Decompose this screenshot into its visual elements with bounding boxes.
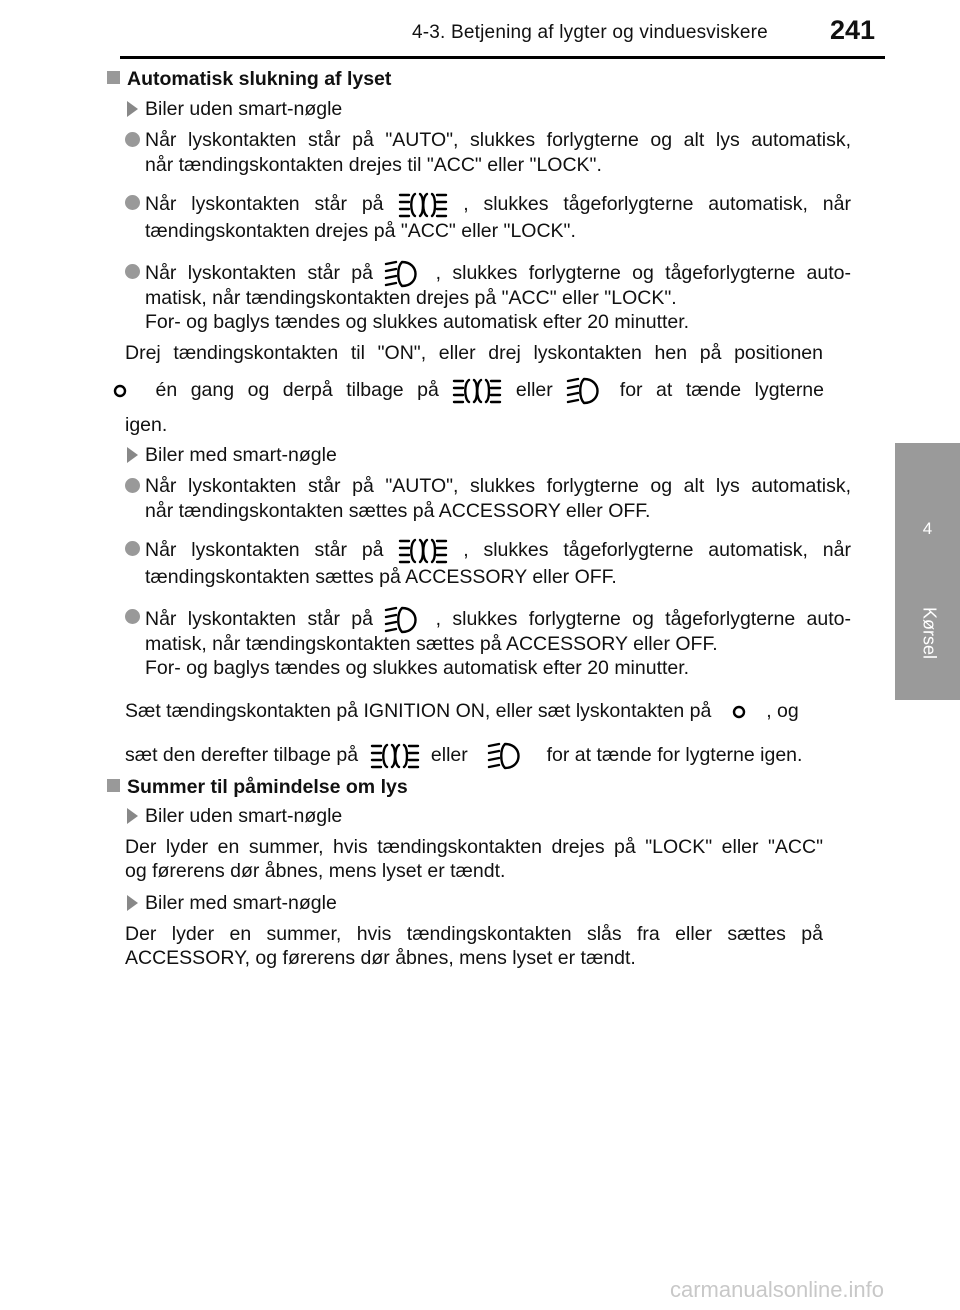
triangle-bullet-icon bbox=[127, 101, 138, 117]
paragraph-line: For- og baglys tændes og slukkes automatisk efter 20 minutter. bbox=[145, 311, 690, 333]
text-fragment: , slukkes forlygterne og tågeforlygterne auto- bbox=[435, 262, 852, 285]
subheading-with-key bbox=[127, 444, 337, 467]
paragraph-line: matisk, når tændingskontakten drejes på "ACC" eller "LOCK". bbox=[145, 287, 677, 309]
paragraph-line bbox=[125, 699, 799, 723]
page-number: 241 bbox=[830, 15, 876, 45]
paragraph-line: Når lyskontakten står på "AUTO", slukkes forlygterne og alt lys automatisk, bbox=[145, 475, 851, 497]
text-fragment: Når lyskontakten står på bbox=[145, 539, 384, 562]
text-fragment: Når lyskontakten står på bbox=[145, 262, 373, 285]
chapter-label: Kørsel bbox=[919, 606, 940, 660]
section-heading-reminder bbox=[107, 776, 408, 799]
headlight-icon bbox=[384, 605, 424, 635]
paragraph-line: Drej tændingskontakten til "ON", eller drej lyskontakten hen på positionen bbox=[125, 342, 823, 364]
paragraph-line: matisk, når tændingskontakten sættes på ACCESSORY eller OFF. bbox=[145, 633, 718, 655]
paragraph-line: når tændingskontakten sættes på ACCESSORY eller OFF. bbox=[145, 500, 651, 522]
subheading-with-key bbox=[127, 892, 337, 915]
paragraph-line: tændingskontakten drejes på "ACC" eller "LOCK". bbox=[145, 220, 576, 242]
text-fragment: for at tænde lygterne bbox=[619, 379, 824, 402]
subheading-without-key bbox=[127, 805, 342, 828]
square-bullet-icon bbox=[107, 779, 120, 792]
paragraph-line: Der lyder en summer, hvis tændingskontakten drejes på "LOCK" eller "ACC" bbox=[125, 836, 823, 858]
chapter-label-box bbox=[914, 593, 944, 673]
paragraph-line bbox=[145, 259, 851, 289]
subheading-text: Biler med smart-nøgle bbox=[145, 444, 337, 466]
light-off-icon bbox=[112, 383, 128, 399]
paragraph-line: og førerens dør åbnes, mens lyset er tændt. bbox=[125, 860, 506, 882]
tail-light-icon bbox=[398, 537, 448, 565]
paragraph-line: Når lyskontakten står på "AUTO", slukkes forlygterne og alt lys automatisk, bbox=[145, 129, 851, 151]
paragraph-line: For- og baglys tændes og slukkes automatisk efter 20 minutter. bbox=[145, 657, 690, 679]
round-bullet-icon bbox=[125, 541, 140, 556]
chapter-tab bbox=[895, 443, 960, 700]
text-fragment: sæt den derefter tilbage på bbox=[125, 744, 359, 767]
tail-light-icon bbox=[370, 742, 420, 770]
headlight-icon bbox=[566, 376, 606, 406]
paragraph-line: igen. bbox=[125, 414, 168, 436]
subheading-text: Biler med smart-nøgle bbox=[145, 892, 337, 914]
subheading-text: Biler uden smart-nøgle bbox=[145, 98, 343, 120]
light-off-icon bbox=[731, 704, 747, 720]
paragraph-line bbox=[112, 376, 824, 406]
paragraph-line: ACCESSORY, og førerens dør åbnes, mens lyset er tændt. bbox=[125, 947, 636, 969]
watermark: carmanualsonline.info bbox=[670, 1277, 885, 1302]
triangle-bullet-icon bbox=[127, 447, 138, 463]
tail-light-icon bbox=[452, 377, 502, 405]
text-fragment: Når lyskontakten står på bbox=[145, 608, 373, 631]
text-fragment: eller bbox=[430, 744, 468, 767]
section-heading-text: Automatisk slukning af lyset bbox=[127, 68, 392, 90]
paragraph-line: når tændingskontakten drejes til "ACC" eller "LOCK". bbox=[145, 154, 602, 176]
paragraph-line bbox=[145, 191, 851, 219]
text-fragment: , og bbox=[766, 700, 799, 722]
text-fragment: eller bbox=[515, 379, 553, 402]
paragraph-line bbox=[145, 605, 851, 635]
text-fragment: én gang og derpå tilbage på bbox=[155, 379, 439, 402]
paragraph-line bbox=[125, 741, 802, 771]
text-fragment: , slukkes tågeforlygterne automatisk, når bbox=[463, 193, 851, 216]
section-heading-auto-off bbox=[107, 68, 391, 91]
paragraph-line: Der lyder en summer, hvis tændingskontakten slås fra eller sættes på bbox=[125, 923, 823, 945]
round-bullet-icon bbox=[125, 195, 140, 210]
paragraph-line bbox=[145, 537, 851, 565]
subheading-without-key bbox=[127, 98, 342, 121]
text-fragment: Når lyskontakten står på bbox=[145, 193, 384, 216]
text-fragment: Sæt tændingskontakten på IGNITION ON, eller sæt lyskontakten på bbox=[125, 700, 712, 722]
triangle-bullet-icon bbox=[127, 808, 138, 824]
text-fragment: , slukkes tågeforlygterne automatisk, når bbox=[463, 539, 851, 562]
headlight-icon bbox=[487, 741, 527, 771]
tail-light-icon bbox=[398, 191, 448, 219]
round-bullet-icon bbox=[125, 264, 140, 279]
headlight-icon bbox=[384, 259, 424, 289]
round-bullet-icon bbox=[125, 132, 140, 147]
triangle-bullet-icon bbox=[127, 895, 138, 911]
section-heading-text: Summer til påmindelse om lys bbox=[127, 776, 408, 798]
chapter-number: 4 bbox=[922, 519, 933, 538]
square-bullet-icon bbox=[107, 71, 120, 84]
round-bullet-icon bbox=[125, 609, 140, 624]
text-fragment: , slukkes forlygterne og tågeforlygterne auto- bbox=[435, 608, 852, 631]
subheading-text: Biler uden smart-nøgle bbox=[145, 805, 343, 827]
text-fragment: for at tænde for lygterne igen. bbox=[546, 744, 803, 767]
round-bullet-icon bbox=[125, 478, 140, 493]
paragraph-line: tændingskontakten sættes på ACCESSORY eller OFF. bbox=[145, 566, 617, 588]
section-title: 4-3. Betjening af lygter og vinduesviskere bbox=[412, 22, 768, 43]
